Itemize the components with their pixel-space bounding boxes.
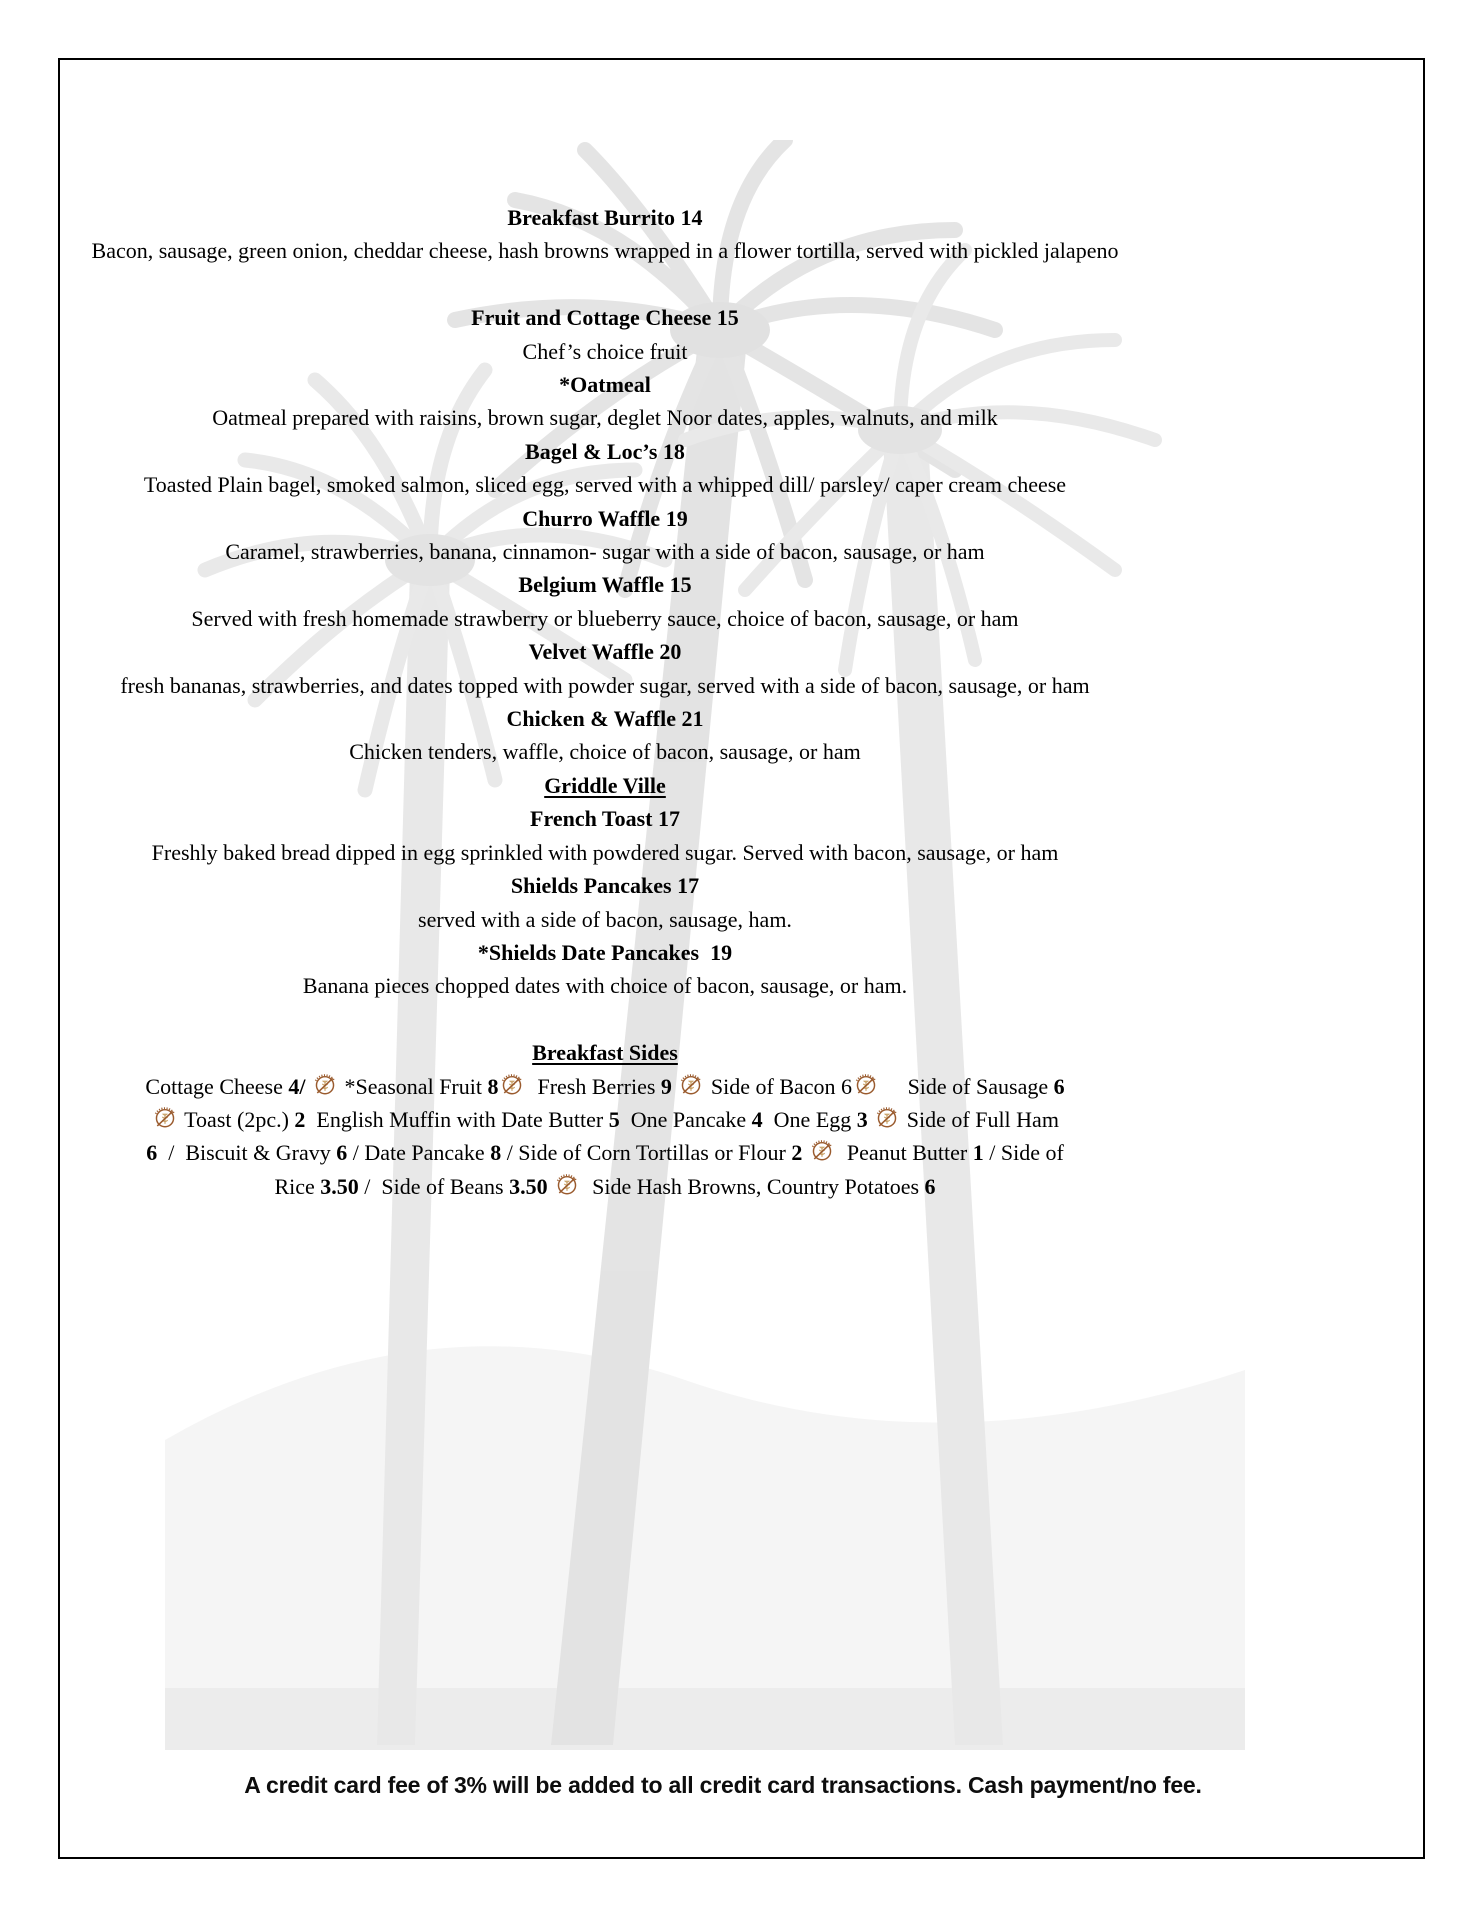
gluten-free-icon [554,1171,580,1197]
side-price: 9 [660,1073,672,1099]
menu-list [75,201,1135,1070]
sides-line [75,1103,1135,1136]
side-item-text: Side Hash Browns, Country Potatoes [581,1173,925,1199]
menu-item-description: Caramel, strawberries, banana, cinnamon- sugar with a side of bacon, sausage, or ham [225,539,985,565]
menu-item-title: Bagel & Loc’s 18 [525,438,685,464]
side-item-text: *Seasonal Fruit [338,1073,488,1099]
side-item-text: / Biscuit & Gravy [157,1140,337,1166]
menu-item-description: fresh bananas, strawberries, and dates topped with powder sugar, served with a side of bacon, sausage, or ham [120,672,1090,698]
side-item-text [868,1107,874,1132]
side-price: 6 [924,1173,936,1199]
side-price: 3.50 [320,1173,359,1199]
menu-item-description: Freshly baked bread dipped in egg sprinkled with powdered sugar. Served with bacon, sausage, or ham [151,839,1059,865]
menu-item-description: Toasted Plain bagel, smoked salmon, sliced egg, served with a whipped dill/ parsley/ caper cream cheese [143,472,1067,498]
menu-item-description: Oatmeal prepared with raisins, brown sugar, deglet Noor dates, apples, walnuts, and milk [212,405,998,431]
side-price: 6 [146,1140,158,1166]
gluten-free-icon [152,1104,178,1130]
menu-item-description: Banana pieces chopped dates with choice of bacon, sausage, or ham. [302,973,908,999]
sides-line [75,1170,1135,1203]
menu-item-title: Shields Pancakes 17 [510,873,700,899]
sides-line [75,1136,1135,1169]
gluten-free-icon [312,1071,338,1097]
menu-item-description: Bacon, sausage, green onion, cheddar cheese, hash browns wrapped in a flower tortilla, served with pickled jalapeno [91,238,1119,264]
sides-lines [75,1070,1135,1204]
side-item-text: Toast (2pc.) [179,1106,295,1132]
side-price: 2 [791,1140,803,1166]
side-item-text: / Date Pancake [347,1140,491,1166]
side-item-text [305,1074,311,1099]
side-price: 8 [490,1140,502,1166]
side-item-text: Rice [274,1173,321,1199]
menu-item-title: Belgium Waffle 15 [518,572,692,598]
menu-item-title: Velvet Waffle 20 [528,639,682,665]
menu-item-description: Served with fresh homemade strawberry or blueberry sauce, choice of bacon, sausage, or ham [191,605,1019,631]
menu-item-description: Chef’s choice fruit [522,338,688,364]
side-item-text [548,1174,554,1199]
menu-item-title: Churro Waffle 19 [522,505,688,531]
side-price: 8 [487,1073,499,1099]
side-item-text: Peanut Butter [835,1140,973,1166]
side-price: 6 [336,1140,348,1166]
side-price: 2 [294,1106,306,1132]
side-item-text: / Side of Corn Tortillas or Flour [501,1140,792,1166]
menu-item-description: Chicken tenders, waffle, choice of bacon, sausage, or ham [349,739,861,765]
menu-item-title: Breakfast Burrito 14 [507,205,703,230]
section-heading: Breakfast Sides [532,1040,678,1066]
side-price: 6 [1053,1073,1065,1099]
menu-item-title: Chicken & Waffle 21 [506,706,704,732]
side-price: 3.50 [509,1173,548,1199]
side-item-text: Cottage Cheese [145,1073,289,1099]
side-price: 4/ [288,1073,306,1099]
side-item-text [672,1074,678,1099]
side-item-text: Side of Full Ham [901,1106,1059,1132]
menu-item-title: *Shields Date Pancakes 19 [477,939,733,965]
side-item-text [802,1140,808,1165]
menu-item-description: served with a side of bacon, sausage, ham. [418,906,792,932]
gluten-free-icon [499,1071,525,1097]
side-price: 3 [856,1106,868,1132]
side-item-text: Side of Bacon 6 [705,1073,853,1099]
menu-item-title: *Oatmeal [559,372,651,398]
gluten-free-icon [678,1071,704,1097]
blank-line [75,268,1135,301]
side-item-text: Fresh Berries [526,1073,661,1099]
menu-content [75,201,1135,1203]
side-item-text: English Muffin with Date Butter [305,1106,609,1132]
side-price: 4 [751,1106,763,1132]
side-item-text: One Pancake [619,1106,752,1132]
side-price: 5 [608,1106,620,1132]
gluten-free-icon [809,1137,835,1163]
blank-line [75,1003,1135,1036]
sides-line [75,1070,1135,1103]
footer-note: A credit card fee of 3% will be added to all credit card transactions. Cash payment/no fee. [244,1772,1202,1798]
menu-item-title: French Toast 17 [530,806,680,832]
side-item-text: Side of Sausage [880,1073,1054,1099]
side-item-text: / Side of Beans [358,1173,510,1199]
side-item-text: One Egg [762,1106,857,1132]
menu-item-title: Fruit and Cottage Cheese 15 [471,305,739,331]
side-price: 1 [972,1140,984,1166]
gluten-free-icon [853,1071,879,1097]
gluten-free-icon [874,1104,900,1130]
side-item-text: / Side of [983,1140,1064,1166]
section-heading: Griddle Ville [544,772,666,798]
